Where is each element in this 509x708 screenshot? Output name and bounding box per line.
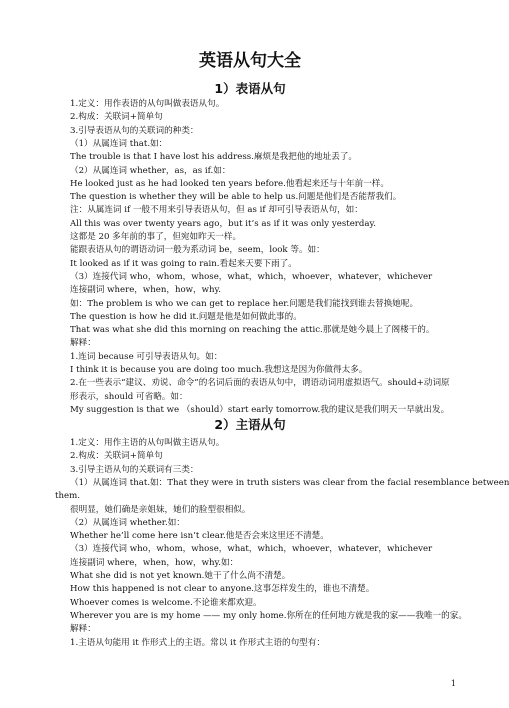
text-line: 形表示，should 可省略。如： <box>70 391 188 402</box>
text-line: What she did is not yet known.她干了什么尚不清楚。 <box>70 571 291 581</box>
text-line: 2.在一些表示“建议、劝说、命令”的名词后面的表语从句中，谓语动词用虚拟语气。should+动词原 <box>70 378 450 389</box>
text-line: That was what she did this morning on reaching the attic.那就是她今晨上了阁楼干的。 <box>70 325 435 336</box>
text-line: 3.引导主语从句的关联词有三类： <box>70 464 199 475</box>
text-line: （3）连接代词 who，whom，whose，what，which，whoever，whatever，whichever <box>70 271 433 282</box>
text-line: How this happened is not clear to anyone.这事怎样发生的，谁也不清楚。 <box>70 584 375 595</box>
text-line: The trouble is that I have lost his address.麻烦是我把他的地址丢了。 <box>70 152 358 163</box>
text-line: 解释： <box>70 338 96 349</box>
text-line: 1.主语从句能用 it 作形式上的主语。常以 it 作形式主语的句型有： <box>70 637 325 648</box>
text-line: （2）从属连词 whether，as，as if.如： <box>70 165 231 176</box>
text-line: I think it is because you are doing too much.我想这是因为你做得太多。 <box>70 365 368 375</box>
section-heading-predicative-clause: 1）表语从句 <box>214 81 286 96</box>
text-line: 1.定义：用作主语的从句叫做主语从句。 <box>70 438 225 448</box>
text-line: （1）从属连词 that.如：That they were in truth sisters was clear from the facial resemblance between <box>70 477 509 488</box>
text-line: （1）从属连词 that.如： <box>70 138 168 149</box>
text-line: 2.构成：关联词+简单句 <box>70 112 163 123</box>
text-line: 能跟表语从句的谓语动词一般为系动词 be，seem，look 等。如： <box>70 245 325 256</box>
text-line: He looked just as he had looked ten years before.他看起来还与十年前一样。 <box>70 178 389 189</box>
text-line: 连接副词 where，when，how，why.如： <box>70 557 239 568</box>
text-line: 如：The problem is who we can get to replace her.问题是我们能找到谁去替换她呢。 <box>70 298 419 309</box>
text-line: 连接副词 where，when，how，why. <box>70 285 221 296</box>
text-line: 1.连词 because 可引导表语从句。如： <box>70 351 223 362</box>
text-line: them. <box>55 491 80 502</box>
text-line: 注：从属连词 if 一般不用来引导表语从句，但 as if 却可引导表语从句，如： <box>70 205 363 216</box>
text-line: All this was over twenty years ago，but it’s as if it was only yesterday. <box>70 218 376 229</box>
text-line: It looked as if it was going to rain.看起来天要下雨了。 <box>70 258 297 269</box>
text-line: 1.定义：用作表语的从句叫做表语从句。 <box>70 99 225 109</box>
text-line: Whether he’ll come here isn’t clear.他是否会来这里还不清楚。 <box>70 531 329 542</box>
text-line: 这都是 20 多年前的事了，但宛如昨天一样。 <box>70 232 242 242</box>
text-line: My suggestion is that we （should）start early tomorrow.我的建议是我们明天一早就出发。 <box>70 404 450 415</box>
page-number: 1 <box>450 679 456 688</box>
text-line: Whoever comes is welcome.不论谁来都欢迎。 <box>70 597 262 608</box>
text-line: The question is how he did it.问题是他是如何做此事的。 <box>70 311 302 322</box>
text-line: The question is whether they will be able to help us.问题是他们是否能帮我们。 <box>70 192 402 203</box>
text-line: （2）从属连词 whether.如： <box>70 517 185 528</box>
text-line: 2.构成：关联词+简单句 <box>70 451 163 462</box>
text-line: 3.引导表语从句的关联词的种类： <box>70 125 199 136</box>
text-line: （3）连接代词 who，whom，whose，what，which，whoever，whatever，whichever <box>70 544 433 555</box>
text-line: Wherever you are is my home —— my only home.你所在的任何地方就是我的家——我唯一的家。 <box>70 610 467 621</box>
text-line: 解释： <box>70 624 96 635</box>
page-title: 英语从句大全 <box>199 51 301 71</box>
section-heading-subject-clause: 2）主语从句 <box>214 417 286 432</box>
text-line: 很明显，她们确是亲姐妹，她们的脸型很相似。 <box>70 504 251 515</box>
